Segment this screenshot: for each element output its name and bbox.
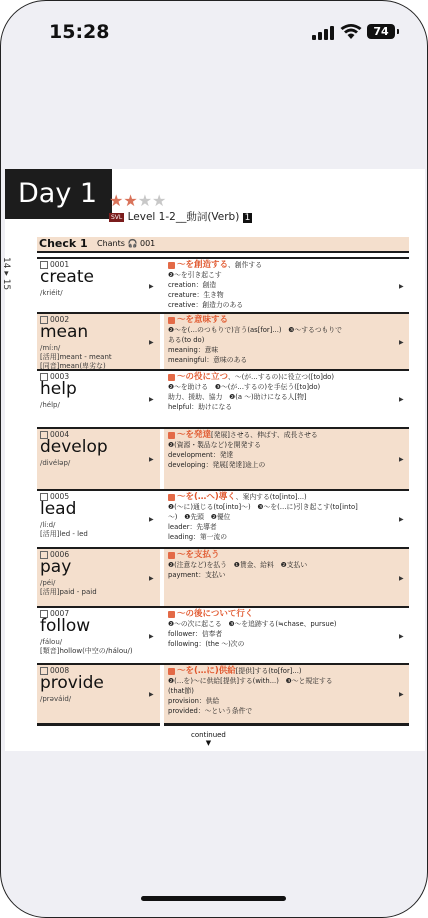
continued-label[interactable] bbox=[191, 731, 226, 747]
battery-tip bbox=[397, 29, 399, 34]
definition-text: leading：第一流の bbox=[168, 533, 228, 541]
definition-text: developing：発展[発達]途上の bbox=[168, 461, 266, 469]
entry-number-text: 0003 bbox=[50, 372, 70, 381]
definition-text: creation：創造 bbox=[168, 281, 217, 289]
definition-line bbox=[168, 551, 220, 560]
definition-cell bbox=[164, 429, 409, 491]
definition-head: ～の役に立つ bbox=[177, 372, 229, 382]
verb-tag-icon bbox=[168, 432, 175, 439]
definition-head: ～を(…に)供給 bbox=[177, 666, 236, 676]
definition-line bbox=[168, 301, 243, 310]
level-label bbox=[109, 209, 252, 224]
definition-line bbox=[168, 271, 222, 280]
headword: lead bbox=[40, 499, 77, 519]
definition-text: 助力、援助、協力 ❷(a ～)助けになる人[物] bbox=[168, 393, 307, 401]
definition-cell bbox=[164, 314, 409, 371]
headword: follow bbox=[40, 616, 91, 636]
entry-number-text: 0006 bbox=[50, 550, 70, 559]
definition-line bbox=[168, 281, 216, 290]
pronunciation: /lí:d/ bbox=[40, 521, 56, 529]
definition-line bbox=[168, 383, 320, 392]
word-note: [活用]led - led bbox=[40, 530, 88, 538]
definition-cell bbox=[164, 259, 409, 314]
definition-text: leader：先導者 bbox=[168, 523, 217, 531]
word-cell[interactable] bbox=[37, 314, 160, 371]
definition-head: ～を(…へ)導く bbox=[177, 492, 236, 502]
battery-icon: 74 bbox=[367, 24, 395, 39]
definition-line bbox=[168, 261, 262, 270]
check-header bbox=[37, 237, 409, 253]
definition-line bbox=[168, 503, 358, 512]
play-arrow-icon[interactable]: ▶ bbox=[399, 396, 404, 403]
play-arrow-icon[interactable]: ▶ bbox=[149, 338, 154, 346]
definition-text: creature：生き物 bbox=[168, 291, 224, 299]
status-time: 15:28 bbox=[49, 21, 110, 43]
entry-row[interactable] bbox=[37, 257, 409, 314]
definition-text: creative：創造力のある bbox=[168, 301, 244, 309]
cellular-signal-icon bbox=[312, 26, 336, 40]
play-arrow-icon[interactable]: ▶ bbox=[399, 574, 404, 582]
entry-number-text: 0005 bbox=[50, 492, 70, 501]
definition-text: meaning：意味 bbox=[168, 346, 219, 354]
play-arrow-icon[interactable]: ▶ bbox=[149, 632, 154, 640]
verb-tag-icon bbox=[168, 494, 175, 501]
star-empty-icon: ★ bbox=[152, 191, 167, 210]
entry-number-text: 0004 bbox=[50, 430, 70, 439]
home-indicator[interactable] bbox=[141, 896, 286, 901]
definition-line bbox=[168, 697, 219, 706]
definition-line bbox=[168, 513, 230, 522]
definition-line bbox=[168, 373, 334, 382]
definition-text: payment：支払い bbox=[168, 571, 226, 579]
definition-text: 、～(が…するの)に役立つ([to]do) bbox=[228, 373, 334, 381]
play-arrow-icon[interactable]: ▶ bbox=[399, 632, 404, 640]
definition-line bbox=[168, 291, 224, 300]
play-arrow-icon[interactable]: ▶ bbox=[149, 516, 154, 523]
definition-line bbox=[168, 677, 333, 686]
definition-text: ～) ❶先頭 ❷優位 bbox=[168, 513, 231, 521]
wifi-icon bbox=[340, 23, 362, 40]
play-arrow-icon[interactable]: ▶ bbox=[149, 574, 154, 582]
headword: mean bbox=[40, 322, 89, 342]
star-empty-icon: ★ bbox=[137, 191, 153, 210]
definition-text: provision：供給 bbox=[168, 697, 220, 705]
word-cell[interactable] bbox=[37, 608, 160, 665]
play-arrow-icon[interactable]: ▶ bbox=[399, 516, 404, 523]
word-cell[interactable] bbox=[37, 665, 160, 725]
difficulty-stars bbox=[109, 191, 166, 210]
definition-line bbox=[168, 346, 218, 355]
definition-cell bbox=[164, 371, 409, 429]
definition-text: provided：～という条件で bbox=[168, 707, 253, 715]
check-title: Check 1 bbox=[39, 237, 88, 250]
definition-line bbox=[168, 610, 253, 619]
definition-line bbox=[168, 393, 307, 402]
definition-text: ❷(注意など)を払う ❶賃金、給料 ❷支払い bbox=[168, 561, 308, 569]
play-arrow-icon[interactable]: ▶ bbox=[149, 456, 154, 463]
page-number-side: 14 ▸ 15 bbox=[1, 257, 11, 291]
entry-row[interactable] bbox=[37, 606, 409, 665]
definition-line bbox=[168, 441, 261, 450]
definition-text: [提供]する(to[for]...) bbox=[235, 667, 302, 675]
definition-text: development：発達 bbox=[168, 451, 234, 459]
definition-line bbox=[168, 316, 228, 325]
word-note: [活用]meant - meant bbox=[40, 353, 112, 361]
definition-line bbox=[168, 667, 302, 676]
definition-head: ～を発達 bbox=[177, 430, 212, 440]
entry-row[interactable] bbox=[37, 547, 409, 608]
chants-label[interactable]: Chants 🎧 001 bbox=[97, 239, 156, 248]
play-arrow-icon[interactable]: ▶ bbox=[149, 282, 154, 290]
word-note: [同音]mean(卑劣な) bbox=[40, 362, 106, 370]
pronunciation: /divéləp/ bbox=[40, 459, 71, 467]
definition-line bbox=[168, 431, 318, 440]
definition-head: ～の後について行く bbox=[177, 609, 254, 619]
status-bar bbox=[1, 1, 427, 61]
definition-text: [発展]させる、伸ばす、成長させる bbox=[211, 431, 318, 439]
definition-line bbox=[168, 493, 307, 502]
definition-line bbox=[168, 403, 232, 412]
star-filled-icon: ★ bbox=[123, 191, 138, 210]
definition-text: 、案内する(to[into]...) bbox=[235, 493, 307, 501]
definition-line bbox=[168, 620, 337, 629]
entry-row[interactable] bbox=[37, 427, 409, 491]
play-arrow-icon[interactable]: ▶ bbox=[149, 396, 154, 403]
entry-row[interactable] bbox=[37, 489, 409, 549]
pronunciation: /hélp/ bbox=[40, 401, 60, 409]
pronunciation: /péi/ bbox=[40, 579, 56, 587]
definition-line bbox=[168, 461, 265, 470]
pronunciation: /mí:n/ bbox=[40, 344, 61, 352]
play-arrow-icon[interactable]: ▶ bbox=[149, 691, 154, 698]
entry-row[interactable] bbox=[37, 663, 409, 725]
verb-tag-icon bbox=[168, 317, 175, 324]
definition-line bbox=[168, 630, 222, 639]
definition-line bbox=[168, 533, 227, 542]
definition-head: ～を意味する bbox=[177, 315, 229, 325]
definition-line bbox=[168, 561, 307, 570]
verb-tag-icon bbox=[168, 262, 175, 269]
continued-arrow-icon: ▼ bbox=[205, 739, 212, 747]
definition-line bbox=[168, 451, 233, 460]
definition-text: ❷～を(…のつもりで)言う(as[for]...) ❸～するつもりで bbox=[168, 326, 342, 334]
word-cell[interactable] bbox=[37, 429, 160, 491]
definition-text: (that節) bbox=[168, 687, 194, 695]
definition-head: ～を支払う bbox=[177, 550, 220, 560]
play-arrow-icon[interactable]: ▶ bbox=[399, 691, 404, 698]
definition-text: ある(to do) bbox=[168, 336, 205, 344]
headword: pay bbox=[40, 557, 72, 577]
word-cell[interactable] bbox=[37, 549, 160, 608]
definition-line bbox=[168, 336, 204, 345]
definition-text: ❷～を助ける ❸～(が…するの)を手伝う([to]do) bbox=[168, 383, 321, 391]
level-text: Level 1-2__動詞(Verb) bbox=[127, 211, 240, 223]
bottom-rule-left bbox=[37, 723, 160, 726]
play-arrow-icon[interactable]: ▶ bbox=[399, 338, 404, 346]
definition-text: follower：信奉者 bbox=[168, 630, 223, 638]
definition-line bbox=[168, 707, 252, 716]
headword: help bbox=[40, 379, 77, 399]
definition-line bbox=[168, 326, 342, 335]
word-cell[interactable] bbox=[37, 259, 160, 314]
bottom-rule-right bbox=[164, 723, 409, 726]
day-title: Day 1 bbox=[5, 169, 112, 219]
definition-text: ❷～を引き起こす bbox=[168, 271, 222, 279]
definition-head: ～を創造する bbox=[177, 260, 229, 270]
entry-number-text: 0008 bbox=[50, 666, 70, 675]
definition-cell bbox=[164, 665, 409, 725]
verb-tag-icon bbox=[168, 552, 175, 559]
definition-line bbox=[168, 356, 247, 365]
star-filled-icon: ★ bbox=[109, 191, 124, 210]
definition-cell bbox=[164, 549, 409, 608]
headword: create bbox=[40, 267, 94, 287]
definition-line bbox=[168, 687, 194, 696]
definition-text: ❷～の次に起こる ❸～を追跡する(≒chase、pursue) bbox=[168, 620, 337, 628]
definition-cell bbox=[164, 608, 409, 665]
definition-cell bbox=[164, 491, 409, 549]
headword: provide bbox=[40, 673, 104, 693]
pronunciation: /prəváid/ bbox=[40, 695, 72, 703]
entry-number-text: 0002 bbox=[50, 315, 70, 324]
word-cell[interactable] bbox=[37, 371, 160, 429]
definition-line bbox=[168, 640, 244, 649]
headword: develop bbox=[40, 437, 108, 457]
svl-badge: SVL bbox=[111, 213, 123, 221]
entry-number-text: 0007 bbox=[50, 609, 70, 618]
word-note: [活用]paid - paid bbox=[40, 588, 97, 596]
verb-tag-icon bbox=[168, 374, 175, 381]
definition-line bbox=[168, 523, 217, 532]
vocab-page bbox=[5, 169, 425, 751]
pronunciation: /fálou/ bbox=[40, 638, 63, 646]
definition-text: meaningful：意味のある bbox=[168, 356, 248, 364]
entry-number-text: 0001 bbox=[50, 260, 70, 269]
definition-line bbox=[168, 571, 225, 580]
definition-text: 、創作する bbox=[228, 261, 262, 269]
definition-text: following：(the ～)次の bbox=[168, 640, 245, 648]
entry-row[interactable] bbox=[37, 369, 409, 429]
word-note: [類音]hollow(中空の/hálou/) bbox=[40, 647, 133, 655]
play-arrow-icon[interactable]: ▶ bbox=[399, 282, 404, 290]
continued-text: continued bbox=[191, 731, 226, 739]
word-cell[interactable] bbox=[37, 491, 160, 549]
verb-tag-icon bbox=[168, 611, 175, 618]
pronunciation: /kriéit/ bbox=[40, 289, 63, 297]
play-arrow-icon[interactable]: ▶ bbox=[399, 456, 404, 463]
verb-tag-icon bbox=[168, 668, 175, 675]
entry-row[interactable] bbox=[37, 312, 409, 371]
level-number: 1 bbox=[244, 213, 251, 223]
definition-text: ❷(…を)～に供給[提供]する(with...) ❸～と規定する bbox=[168, 677, 333, 685]
definition-text: ❷(資源・製品など)を開発する bbox=[168, 441, 261, 449]
definition-text: helpful：助けになる bbox=[168, 403, 233, 411]
definition-text: ❷(～に)通じる(to[into]～) ❸～を(…に)引き起こす(to[into] bbox=[168, 503, 358, 511]
